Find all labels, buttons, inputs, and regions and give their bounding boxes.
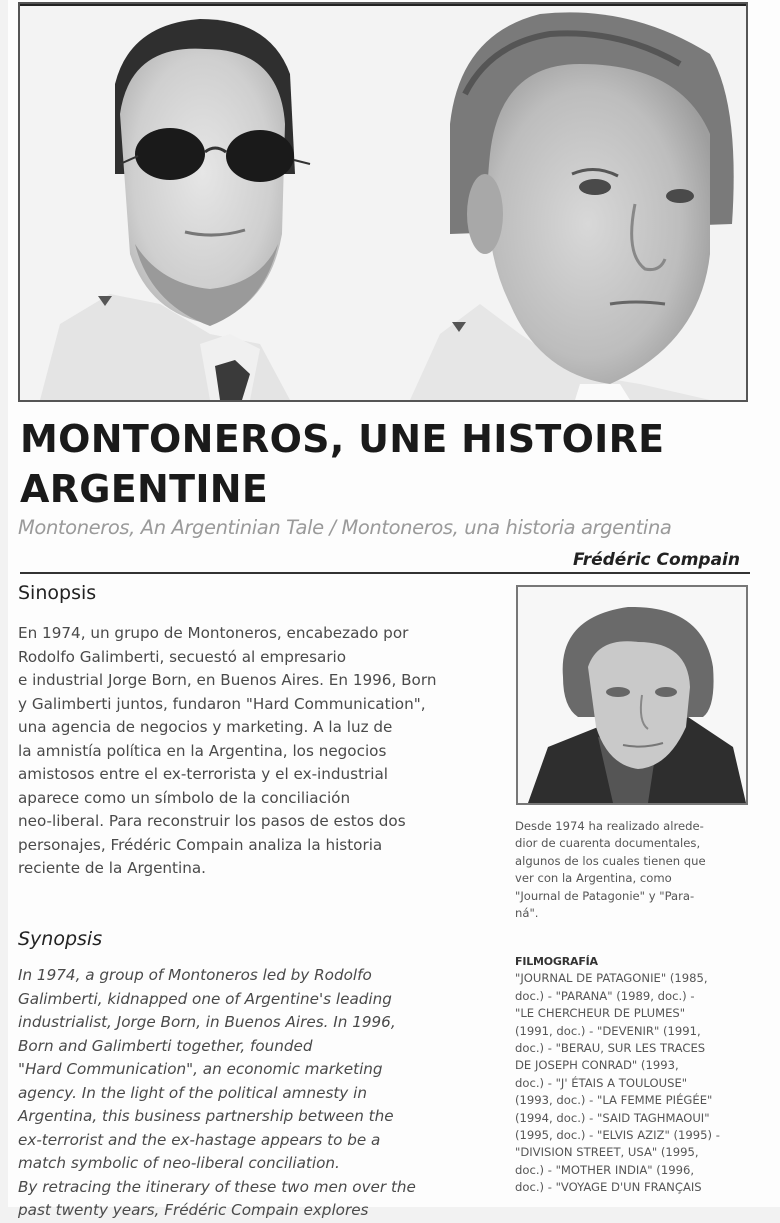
director-bio xyxy=(515,818,755,922)
sinopsis-line: la amnistía política en la Argentina, los negocios xyxy=(18,741,387,760)
synopsis-heading: Synopsis xyxy=(18,928,103,950)
title-divider xyxy=(20,572,750,574)
director-portrait-image xyxy=(518,587,746,803)
synopsis-line: ex-terrorist and the ex-hastage appears to be a xyxy=(18,1130,381,1149)
bio-line: "Journal de Patagonie" y "Para- xyxy=(515,888,695,903)
bio-line: algunos de los cuales tienen que xyxy=(515,853,706,868)
synopsis-line: By retracing the itinerary of these two men over the xyxy=(18,1177,416,1196)
synopsis-line: "Hard Communication", an economic marketing xyxy=(18,1060,383,1078)
sinopsis-line: una agencia de negocios y marketing. A la luz de xyxy=(18,718,393,736)
film-subtitle: Montoneros, An Argentinian Tale / Montoneros, una historia argentina xyxy=(18,516,672,539)
synopsis-line: Born and Galimberti together, founded xyxy=(18,1036,313,1055)
filmography-line: doc.) - "MOTHER INDIA" (1996, xyxy=(515,1162,695,1177)
filmography xyxy=(515,953,755,1197)
director-photo xyxy=(516,585,748,805)
sinopsis-line: reciente de la Argentina. xyxy=(18,859,206,877)
sinopsis-line: personajes, Frédéric Compain analiza la historia xyxy=(18,835,383,854)
synopsis-line: match symbolic of neo-liberal conciliation. xyxy=(18,1154,340,1172)
sinopsis-line: aparece como un símbolo de la conciliación xyxy=(18,788,351,807)
synopsis-line: past twenty years, Frédéric Compain explores xyxy=(18,1201,369,1219)
filmography-line: doc.) - "PARANA" (1989, doc.) - xyxy=(515,988,695,1003)
filmography-line: DE JOSEPH CONRAD" (1993, xyxy=(515,1058,679,1073)
filmography-line: (1991, doc.) - "DEVENIR" (1991, xyxy=(515,1023,701,1038)
bio-line: dior de cuarenta documentales, xyxy=(515,836,701,851)
film-title-line-1: MONTONEROS, UNE HISTOIRE xyxy=(20,417,665,461)
document-page xyxy=(8,0,780,1219)
synopsis-line: agency. In the light of the political amnesty in xyxy=(18,1083,367,1102)
filmography-line: doc.) - "BERAU, SUR LES TRACES xyxy=(515,1041,706,1056)
sinopsis-line: y Galimberti juntos, fundaron "Hard Communication", xyxy=(18,694,426,713)
filmography-line: (1993, doc.) - "LA FEMME PIÉGÉE" xyxy=(515,1093,713,1108)
bio-line: ná". xyxy=(515,906,539,921)
film-title xyxy=(20,414,760,514)
sinopsis-line: En 1974, un grupo de Montoneros, encabezado por xyxy=(18,624,409,642)
director-name: Frédéric Compain xyxy=(572,550,740,570)
filmography-line: "JOURNAL DE PATAGONIE" (1985, xyxy=(515,971,708,986)
filmography-heading: FILMOGRAFÍA xyxy=(515,955,598,968)
sinopsis-heading: Sinopsis xyxy=(18,582,97,604)
synopsis-line: In 1974, a group of Montoneros led by Rodolfo xyxy=(18,966,372,984)
filmography-line: doc.) - "J' ÉTAIS A TOULOUSE" xyxy=(515,1075,688,1090)
filmography-line: (1995, doc.) - "ELVIS AZIZ" (1995) - xyxy=(515,1128,720,1143)
filmography-line: "LE CHERCHEUR DE PLUMES" xyxy=(515,1006,686,1021)
filmography-line: (1994, doc.) - "SAID TAGHMAOUI" xyxy=(515,1110,710,1125)
bio-line: ver con la Argentina, como xyxy=(515,871,672,886)
filmography-line: doc.) - "VOYAGE D'UN FRANÇAIS xyxy=(515,1180,702,1195)
sinopsis-body xyxy=(18,622,493,881)
bio-line: Desde 1974 ha realizado alrede- xyxy=(515,819,704,833)
film-title-line-2: ARGENTINE xyxy=(20,467,269,511)
sinopsis-line: e industrial Jorge Born, en Buenos Aires. En 1996, Born xyxy=(18,671,437,689)
synopsis-body xyxy=(18,964,493,1223)
filmography-line: "DIVISION STREET, USA" (1995, xyxy=(515,1145,699,1160)
sinopsis-line: neo-liberal. Para reconstruir los pasos de estos dos xyxy=(18,812,406,830)
synopsis-line: industrialist, Jorge Born, in Buenos Aires. In 1996, xyxy=(18,1013,396,1031)
two-men-portrait-image xyxy=(20,4,746,400)
sinopsis-line: amistosos entre el ex-terrorista y el ex-industrial xyxy=(18,765,389,783)
synopsis-line: Argentina, this business partnership between the xyxy=(18,1107,394,1125)
synopsis-line: Galimberti, kidnapped one of Argentine's leading xyxy=(18,989,392,1008)
hero-photo xyxy=(18,2,748,402)
sinopsis-line: Rodolfo Galimberti, secuestó al empresario xyxy=(18,647,347,666)
